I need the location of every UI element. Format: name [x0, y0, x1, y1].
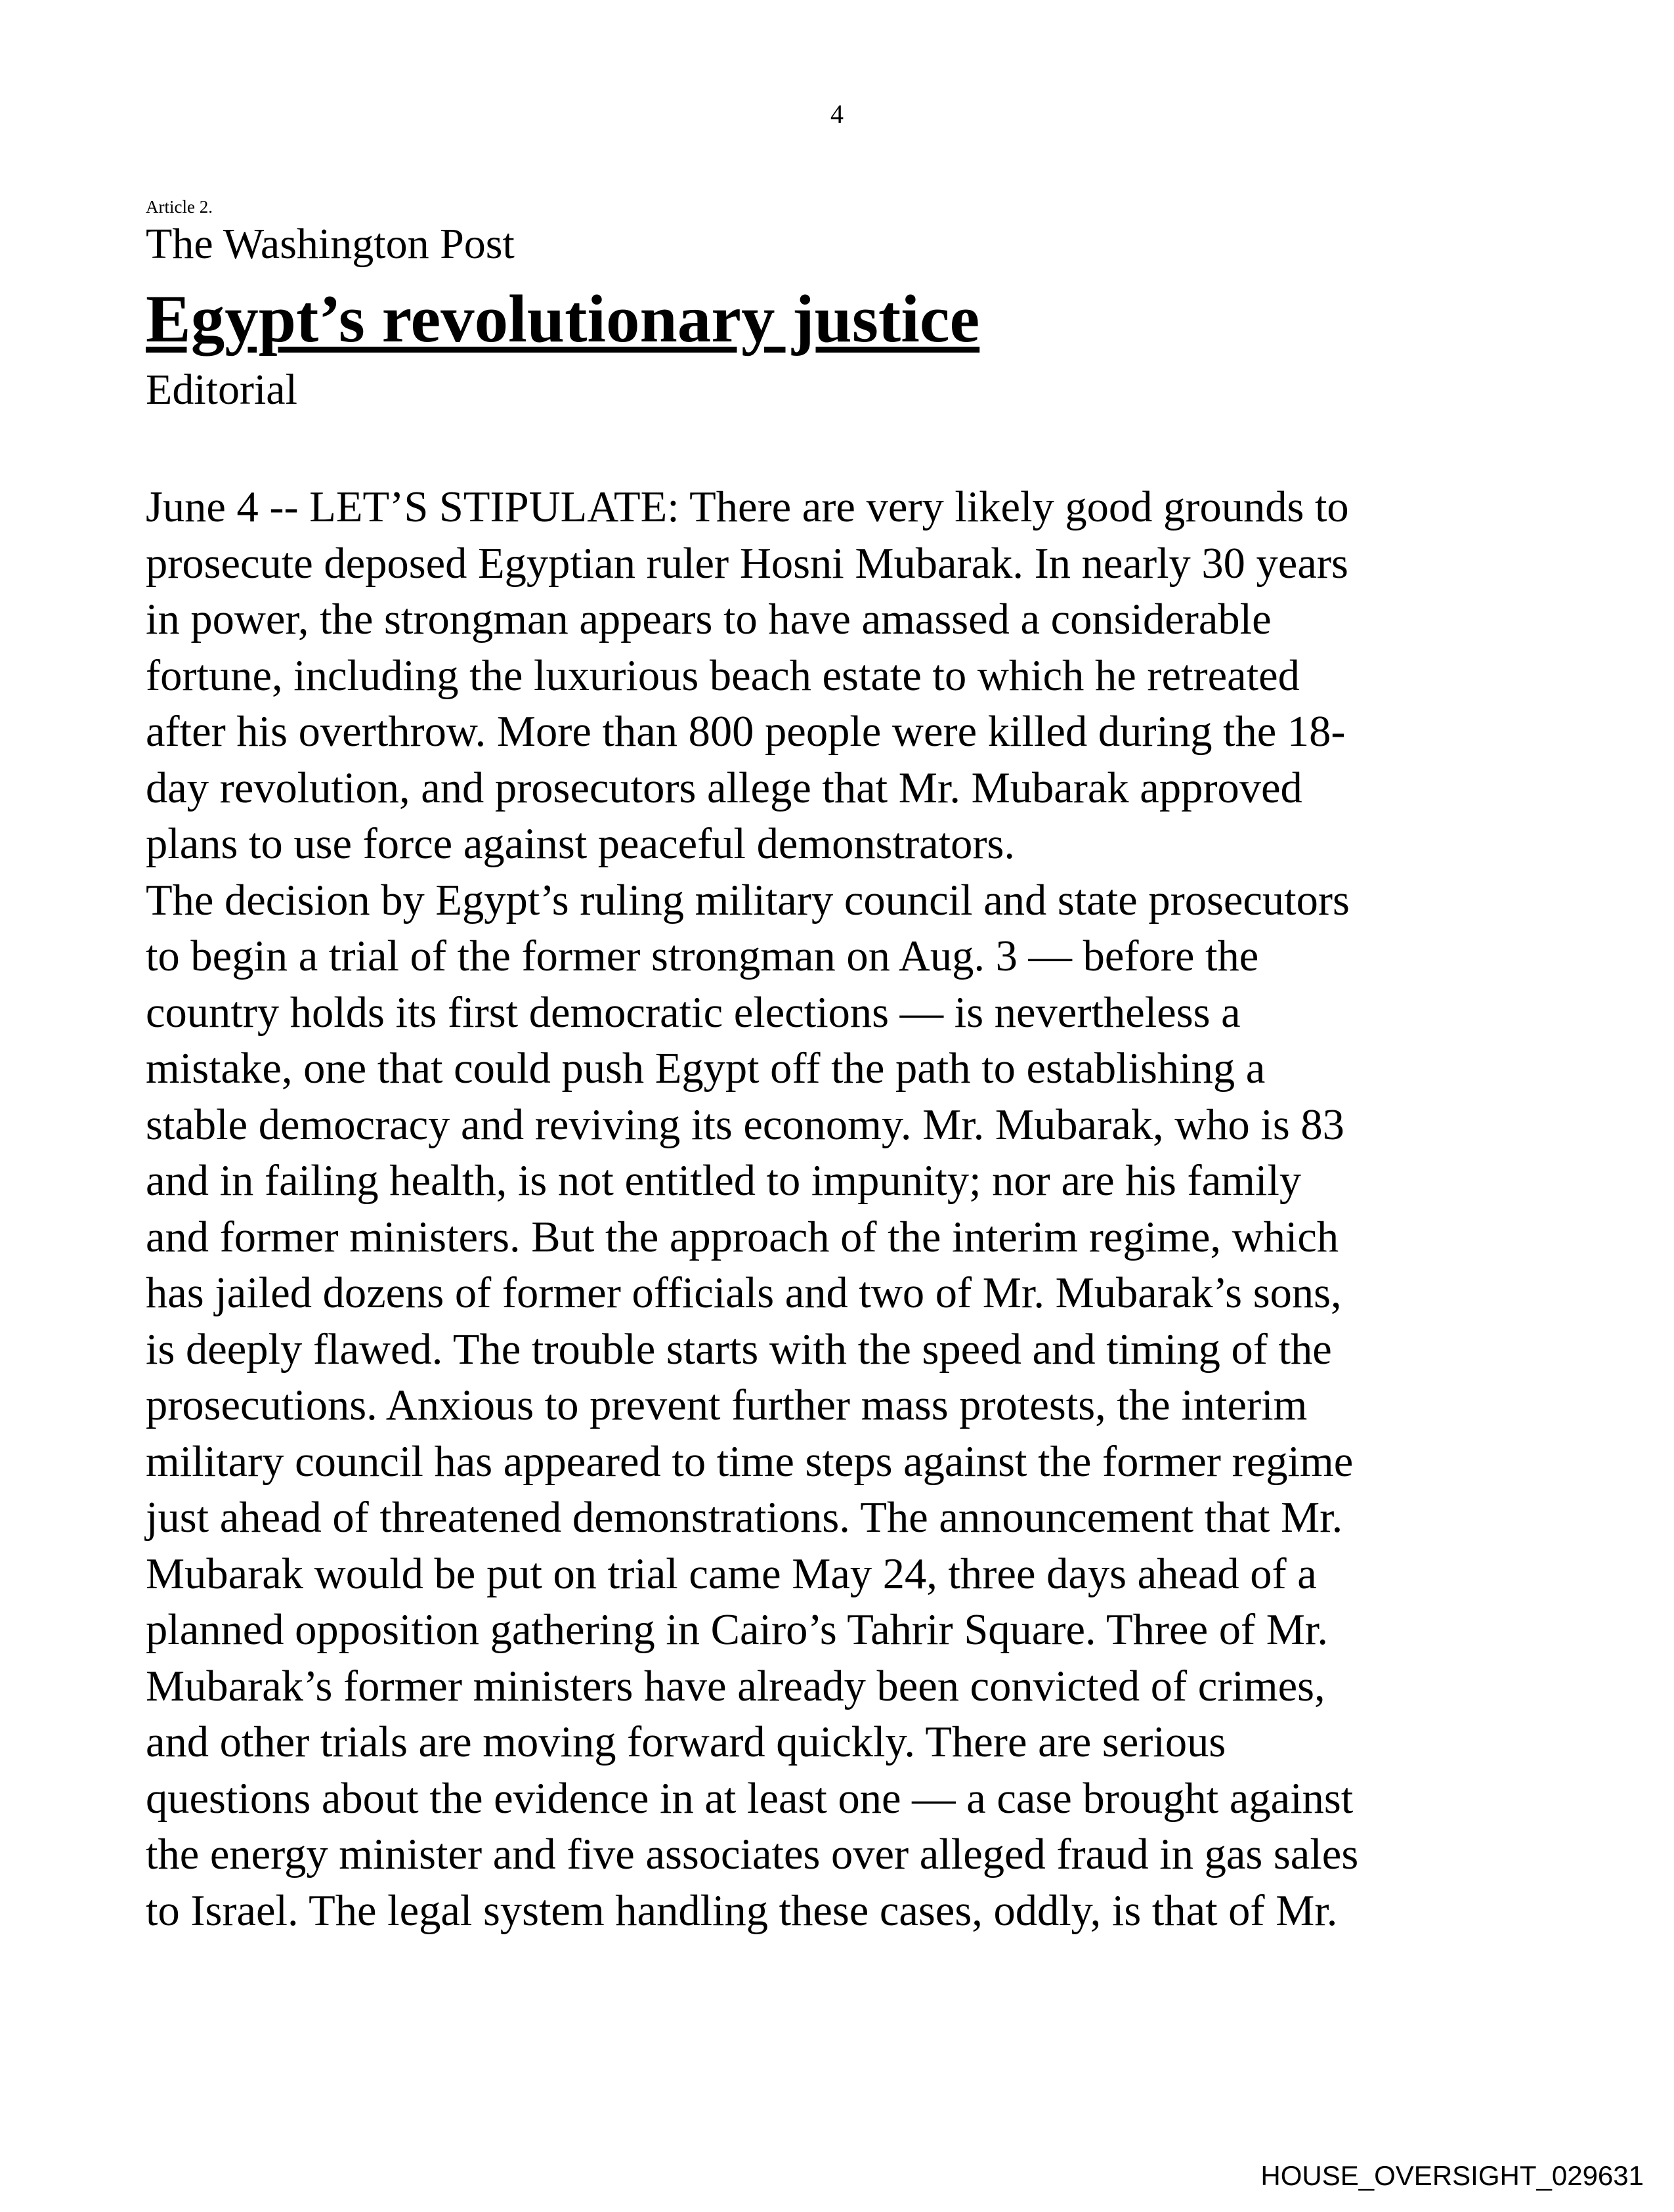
- body-line: The decision by Egypt’s ruling military council and state prosecutors: [146, 876, 1350, 924]
- page-number: 4: [830, 99, 844, 129]
- body-line: stable democracy and reviving its economy. Mr. Mubarak, who is 83: [146, 1100, 1344, 1149]
- section-label: Editorial: [146, 366, 297, 414]
- body-line: questions about the evidence in at least one — a case brought against: [146, 1774, 1354, 1823]
- body-line: fortune, including the luxurious beach estate to which he retreated: [146, 651, 1300, 700]
- body-line: to begin a trial of the former strongman on Aug. 3 — before the: [146, 932, 1259, 980]
- body-line: day revolution, and prosecutors allege that Mr. Mubarak approved: [146, 764, 1302, 812]
- document-id: HOUSE_OVERSIGHT_029631: [1260, 2160, 1644, 2191]
- body-line: and other trials are moving forward quickly. There are serious: [146, 1718, 1226, 1766]
- body-line: plans to use force against peaceful demonstrators.: [146, 820, 1015, 868]
- body-line: Mubarak’s former ministers have already been convicted of crimes,: [146, 1662, 1325, 1710]
- article-label: Article 2.: [146, 197, 213, 217]
- body-line: and in failing health, is not entitled to impunity; nor are his family: [146, 1157, 1302, 1205]
- article-body: [146, 479, 1358, 1939]
- body-line: June 4 -- LET’S STIPULATE: There are very likely good grounds to: [146, 483, 1349, 531]
- body-line: prosecute deposed Egyptian ruler Hosni Mubarak. In nearly 30 years: [146, 539, 1348, 588]
- body-line: to Israel. The legal system handling these cases, oddly, is that of Mr.: [146, 1886, 1338, 1935]
- publication-name: The Washington Post: [146, 220, 515, 268]
- body-line: in power, the strongman appears to have amassed a considerable: [146, 596, 1272, 643]
- body-line: military council has appeared to time steps against the former regime: [146, 1437, 1354, 1486]
- body-line: the energy minister and five associates over alleged fraud in gas sales: [146, 1831, 1359, 1878]
- headline: Egypt’s revolutionary justice: [146, 282, 980, 357]
- body-line: mistake, one that could push Egypt off the path to establishing a: [146, 1045, 1266, 1093]
- body-line: and former ministers. But the approach of the interim regime, which: [146, 1213, 1339, 1261]
- body-line: prosecutions. Anxious to prevent further mass protests, the interim: [146, 1381, 1308, 1429]
- body-line: is deeply flawed. The trouble starts with the speed and timing of the: [146, 1325, 1332, 1374]
- body-line: country holds its first democratic elections — is nevertheless a: [146, 988, 1241, 1037]
- body-line: after his overthrow. More than 800 people were killed during the 18-: [146, 708, 1346, 756]
- body-line: Mubarak would be put on trial came May 24, three days ahead of a: [146, 1550, 1317, 1598]
- body-line: has jailed dozens of former officials and two of Mr. Mubarak’s sons,: [146, 1269, 1342, 1317]
- body-line: planned opposition gathering in Cairo’s Tahrir Square. Three of Mr.: [146, 1606, 1328, 1654]
- body-line: just ahead of threatened demonstrations. The announcement that Mr.: [146, 1494, 1343, 1542]
